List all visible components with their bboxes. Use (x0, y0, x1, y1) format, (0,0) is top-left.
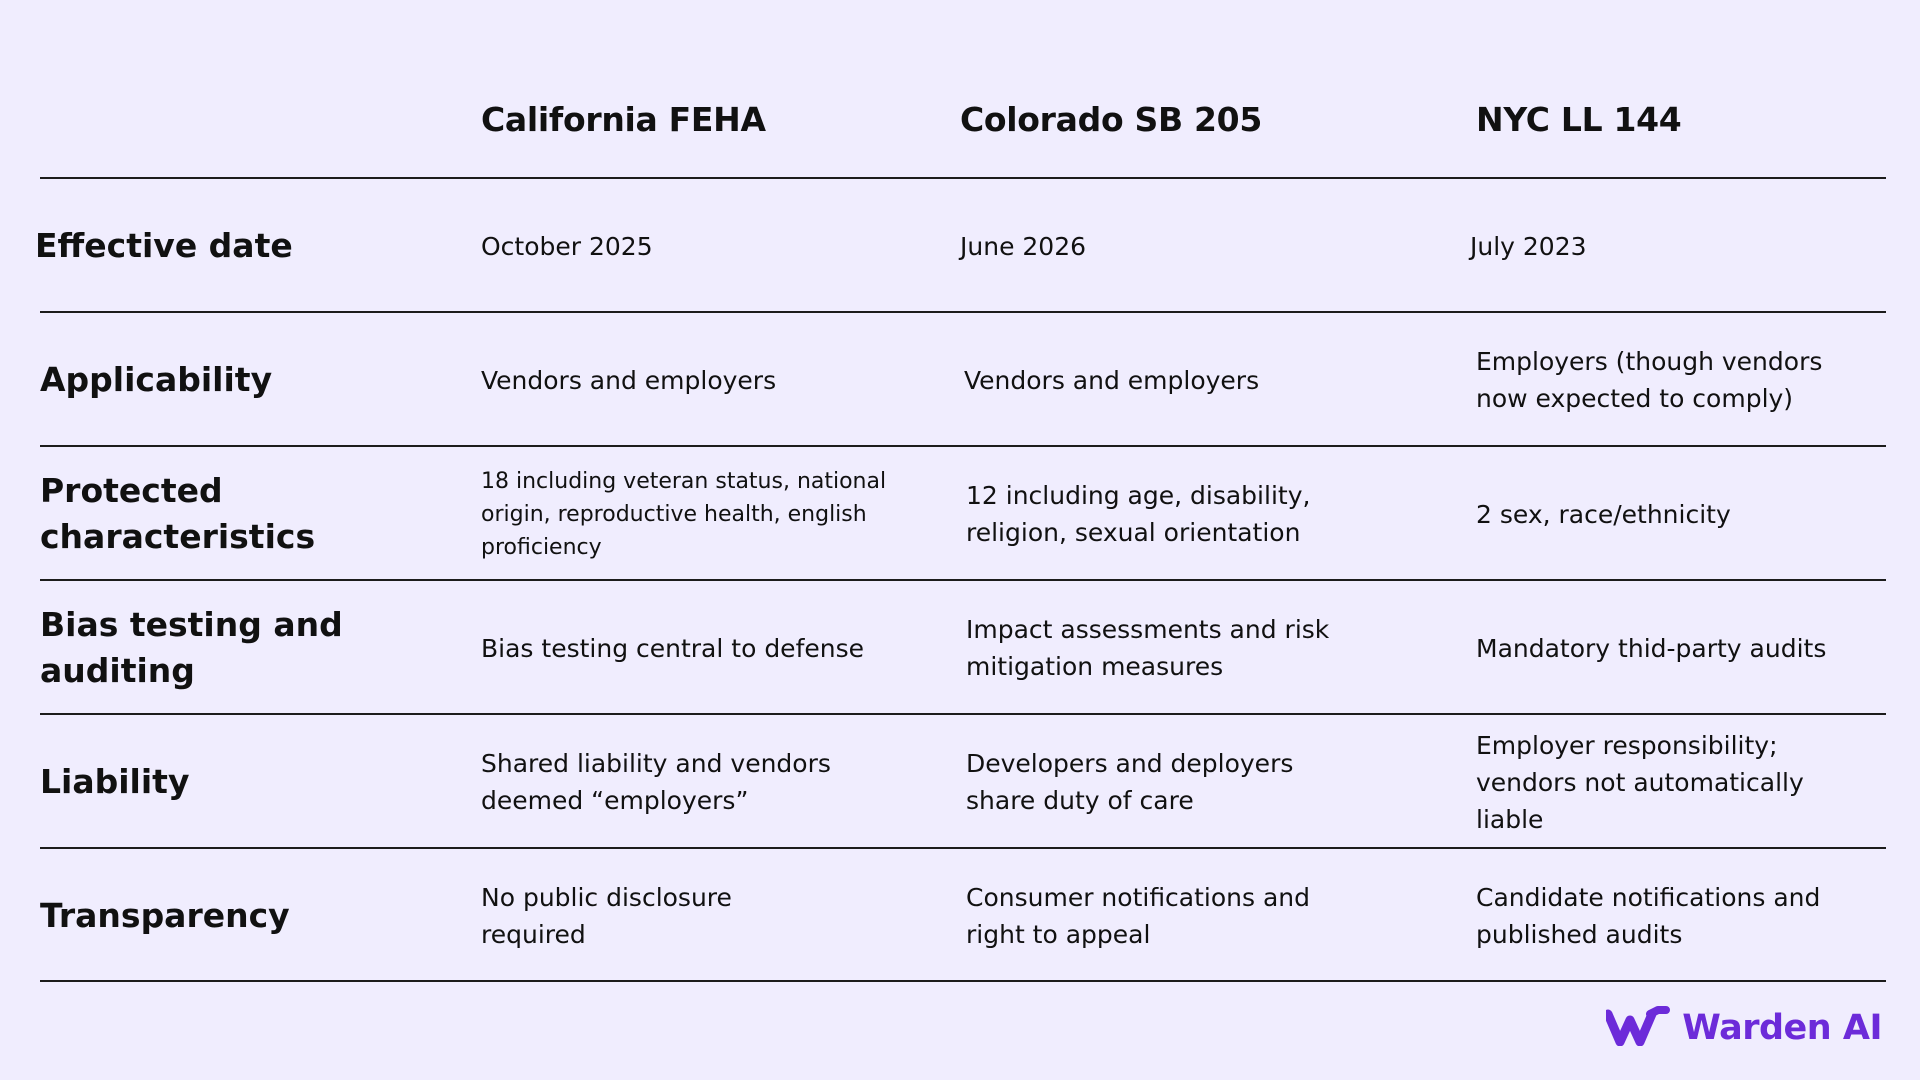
brand-logo (1606, 1006, 1882, 1050)
row-label: Protected characteristics (40, 471, 316, 556)
table-row-liability (40, 715, 1886, 849)
cell-colorado: Developers and deployers share duty of care (966, 749, 1294, 815)
row-label: Applicability (40, 360, 273, 399)
cell-california: October 2025 (481, 231, 653, 261)
cell-nyc: July 2023 (1470, 231, 1587, 261)
brand-name: Warden AI (1682, 1008, 1882, 1048)
table-row-bias-testing (40, 581, 1886, 715)
row-divider (40, 980, 1886, 982)
cell-colorado: June 2026 (960, 231, 1087, 261)
column-header-colorado: Colorado SB 205 (960, 100, 1262, 139)
table-row-effective-date (35, 179, 1886, 313)
cell-california: Shared liability and vendors deemed “employers” (481, 749, 831, 815)
cell-nyc: Employer responsibility; vendors not automatically liable (1476, 730, 1804, 834)
table-row-transparency (40, 849, 1886, 983)
cell-nyc: Mandatory thid-party audits (1476, 633, 1827, 663)
table-row-protected-characteristics (40, 447, 1886, 581)
cell-colorado: 12 including age, disability, religion, sexual orientation (966, 481, 1311, 547)
column-header-california: California FEHA (481, 100, 766, 139)
comparison-table (35, 0, 1886, 949)
row-label: Transparency (40, 896, 290, 935)
cell-colorado: Vendors and employers (964, 365, 1260, 395)
cell-california: No public disclosure required (481, 883, 732, 949)
row-label: Effective date (35, 226, 293, 265)
cell-nyc: 2 sex, race/ethnicity (1476, 499, 1731, 529)
row-label: Liability (40, 762, 190, 801)
column-header-nyc: NYC LL 144 (1476, 100, 1682, 139)
table-header-row (40, 0, 1886, 178)
cell-nyc: Employers (though vendors now expected to comply) (1476, 347, 1823, 413)
warden-w-logo-icon (1606, 1006, 1670, 1050)
table-row-applicability (40, 313, 1886, 447)
cell-colorado: Impact assessments and risk mitigation measures (966, 615, 1330, 681)
cell-nyc: Candidate notifications and published audits (1476, 883, 1821, 949)
row-label: Bias testing and auditing (40, 605, 343, 690)
cell-california: Bias testing central to defense (481, 633, 864, 663)
cell-colorado: Consumer notifications and right to appeal (966, 883, 1311, 949)
cell-california: Vendors and employers (481, 365, 777, 395)
cell-california: 18 including veteran status, national origin, reproductive health, english proficiency (481, 468, 887, 560)
